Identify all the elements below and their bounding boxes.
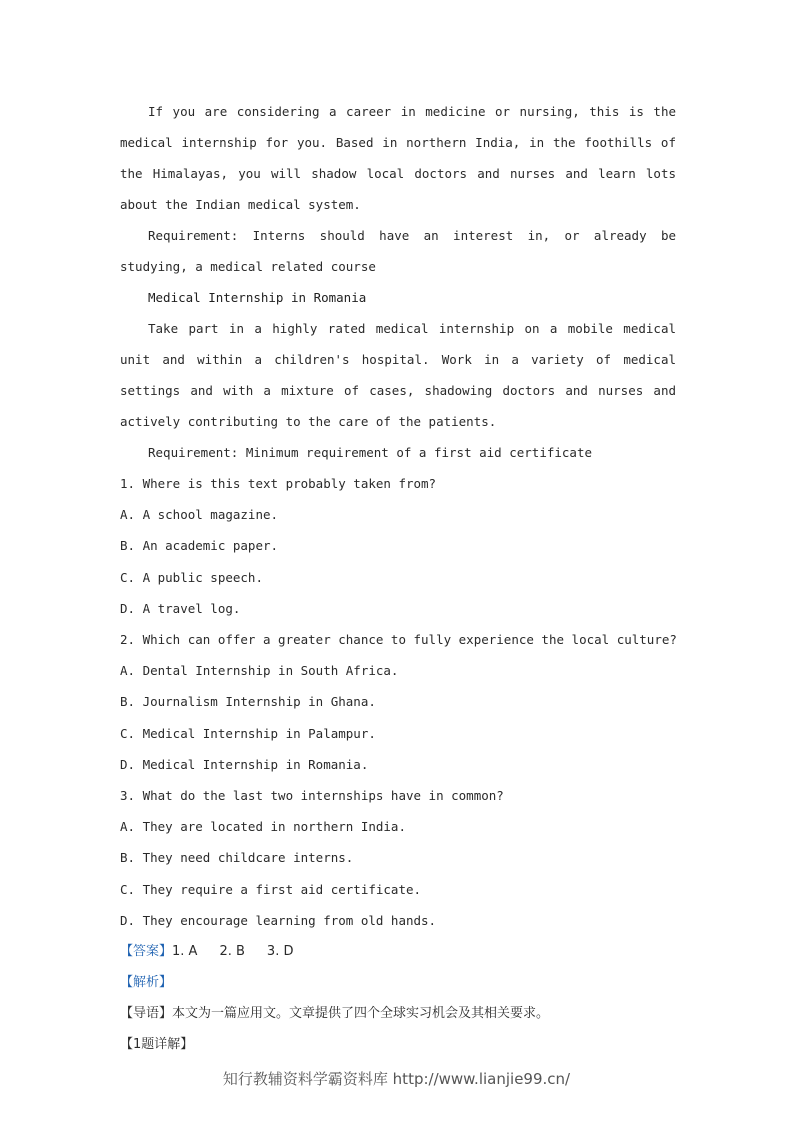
- answer-item: 2. B: [219, 944, 245, 960]
- passage-requirement-2: Requirement: Minimum requirement of a first aid certificate: [148, 445, 593, 460]
- passage-requirement-1: Requirement: Interns should have an interest in, or already be studying, a medical related course: [120, 228, 676, 274]
- detail-heading: 【1题详解】: [120, 1037, 194, 1053]
- guide-text: 本文为一篇应用文。文章提供了四个全球实习机会及其相关要求。: [172, 1006, 550, 1022]
- option-b: B. They need childcare interns.: [120, 850, 354, 866]
- analysis-tag: 【解析】: [120, 975, 173, 991]
- answer-item: 3. D: [266, 944, 294, 960]
- passage-paragraph-2: Take part in a highly rated medical internship on a mobile medical unit and within a children's hospital. Work in a variety of medical settings and with a mixture of cases, shadowing doctors and nurses and actively contributing to the care of the patients.: [120, 321, 676, 429]
- document-body: [120, 96, 676, 1060]
- option-b: B. Journalism Internship in Ghana.: [120, 694, 376, 710]
- passage-paragraph-1: If you are considering a career in medicine or nursing, this is the medical internship for you. Based in northern India, in the foothills of the Himalayas, you will shadow local doctors and nurses and learn lots about the Indian medical system.: [120, 104, 676, 212]
- answer-tag: 【答案】: [120, 944, 173, 960]
- answer-line: [120, 936, 676, 967]
- question-2: [120, 624, 676, 780]
- question-stem: 1. Where is this text probably taken from?: [120, 476, 437, 491]
- option-c: C. They require a first aid certificate.: [120, 881, 422, 897]
- option-a: A. They are located in northern India.: [120, 819, 406, 835]
- footer-watermark: 知行教辅资料学霸资料库 http://www.lianjie99.cn/: [222, 1070, 571, 1088]
- guide-tag: 【导语】: [120, 1006, 173, 1022]
- option-d: D. Medical Internship in Romania.: [120, 756, 369, 772]
- section-heading-romania: Medical Internship in Romania: [148, 290, 367, 305]
- question-1: [120, 468, 676, 624]
- analysis-line: [120, 967, 676, 998]
- option-c: C. Medical Internship in Palampur.: [120, 725, 376, 741]
- question-stem: 2. Which can offer a greater chance to fully experience the local culture?: [120, 632, 677, 648]
- option-d: D. They encourage learning from old hands.: [120, 912, 437, 928]
- answer-item: 1. A: [172, 944, 198, 960]
- option-b: B. An academic paper.: [120, 538, 279, 554]
- option-c: C. A public speech.: [120, 569, 263, 585]
- option-a: A. A school magazine.: [120, 507, 279, 523]
- guide-line: [120, 998, 676, 1029]
- option-a: A. Dental Internship in South Africa.: [120, 663, 399, 679]
- question-3: [120, 780, 676, 936]
- option-d: D. A travel log.: [120, 600, 241, 616]
- question-stem: 3. What do the last two internships have in common?: [120, 788, 504, 804]
